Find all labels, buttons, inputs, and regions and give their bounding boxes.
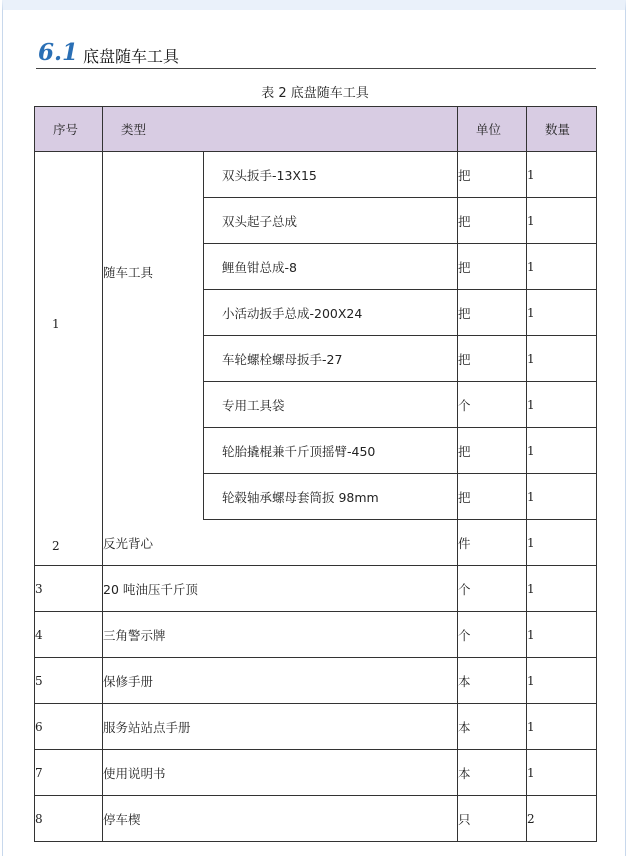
row-unit: 本 bbox=[458, 704, 527, 750]
table-row bbox=[35, 520, 597, 566]
row-qty: 1 bbox=[527, 382, 597, 428]
row-unit: 把 bbox=[458, 428, 527, 474]
header-num: 序号 bbox=[35, 107, 103, 152]
tool-item-name: 车轮螺栓螺母扳手-27 bbox=[204, 336, 458, 382]
row-qty: 1 bbox=[527, 244, 597, 290]
table-body bbox=[35, 152, 597, 842]
row-type: 停车楔 bbox=[103, 796, 458, 842]
row-qty: 1 bbox=[527, 198, 597, 244]
table-row bbox=[35, 704, 597, 750]
table-caption: 表 2 底盘随车工具 bbox=[261, 86, 369, 101]
table-row bbox=[35, 796, 597, 842]
row-qty: 1 bbox=[527, 428, 597, 474]
tool-item-name: 轮胎撬棍兼千斤顶摇臂-450 bbox=[204, 428, 458, 474]
row-type: 服务站站点手册 bbox=[103, 704, 458, 750]
table-row bbox=[35, 566, 597, 612]
row-qty: 1 bbox=[527, 474, 597, 520]
section-title: 底盘随车工具 bbox=[83, 47, 180, 66]
row-unit: 把 bbox=[458, 198, 527, 244]
tool-item-name: 双头扳手-13X15 bbox=[204, 152, 458, 198]
row-qty: 1 bbox=[527, 750, 597, 796]
row-qty: 1 bbox=[527, 704, 597, 750]
table-row bbox=[35, 612, 597, 658]
row-qty: 1 bbox=[527, 290, 597, 336]
row-qty: 1 bbox=[527, 336, 597, 382]
table-row bbox=[35, 750, 597, 796]
tool-item-name: 专用工具袋 bbox=[204, 382, 458, 428]
row-qty: 1 bbox=[527, 520, 597, 566]
header-unit: 单位 bbox=[458, 107, 527, 152]
tools-table bbox=[34, 106, 597, 842]
header-type: 类型 bbox=[103, 107, 458, 152]
row-unit: 个 bbox=[458, 612, 527, 658]
row-number: 1 bbox=[52, 317, 60, 331]
row-qty: 1 bbox=[527, 612, 597, 658]
row-number: 3 bbox=[35, 566, 103, 612]
row-unit: 个 bbox=[458, 566, 527, 612]
row-qty: 1 bbox=[527, 566, 597, 612]
row-unit: 把 bbox=[458, 244, 527, 290]
row-number: 6 bbox=[35, 704, 103, 750]
row-unit: 本 bbox=[458, 750, 527, 796]
row-unit: 把 bbox=[458, 152, 527, 198]
tool-item-name: 轮毂轴承螺母套筒扳 98mm bbox=[204, 474, 458, 520]
row-unit: 本 bbox=[458, 658, 527, 704]
row-type: 20 吨油压千斤顶 bbox=[103, 566, 458, 612]
row-number: 5 bbox=[35, 658, 103, 704]
section-heading bbox=[36, 40, 596, 69]
row-number: 8 bbox=[35, 796, 103, 842]
row-unit: 把 bbox=[458, 336, 527, 382]
tool-item-name: 小活动扳手总成-200X24 bbox=[204, 290, 458, 336]
row-type: 反光背心 bbox=[103, 520, 458, 566]
row-unit: 件 bbox=[458, 520, 527, 566]
row-qty: 1 bbox=[527, 658, 597, 704]
table-row bbox=[35, 152, 597, 198]
row-unit: 个 bbox=[458, 382, 527, 428]
tool-item-name: 鲤鱼钳总成-8 bbox=[204, 244, 458, 290]
row-unit: 只 bbox=[458, 796, 527, 842]
table-row bbox=[35, 658, 597, 704]
header-qty: 数量 bbox=[527, 107, 597, 152]
table-header-row bbox=[35, 107, 597, 152]
tool-item-name: 双头起子总成 bbox=[204, 198, 458, 244]
row-type: 三角警示牌 bbox=[103, 612, 458, 658]
row-unit: 把 bbox=[458, 290, 527, 336]
row-qty: 1 bbox=[527, 152, 597, 198]
row-number: 2 bbox=[52, 539, 60, 553]
row-number: 4 bbox=[35, 612, 103, 658]
row-type: 随车工具 bbox=[103, 152, 204, 520]
row-type: 使用说明书 bbox=[103, 750, 458, 796]
section-number: 6.1 bbox=[38, 39, 79, 66]
row-unit: 把 bbox=[458, 474, 527, 520]
row-number-cell bbox=[35, 152, 103, 566]
row-type: 保修手册 bbox=[103, 658, 458, 704]
row-number: 7 bbox=[35, 750, 103, 796]
row-qty: 2 bbox=[527, 796, 597, 842]
